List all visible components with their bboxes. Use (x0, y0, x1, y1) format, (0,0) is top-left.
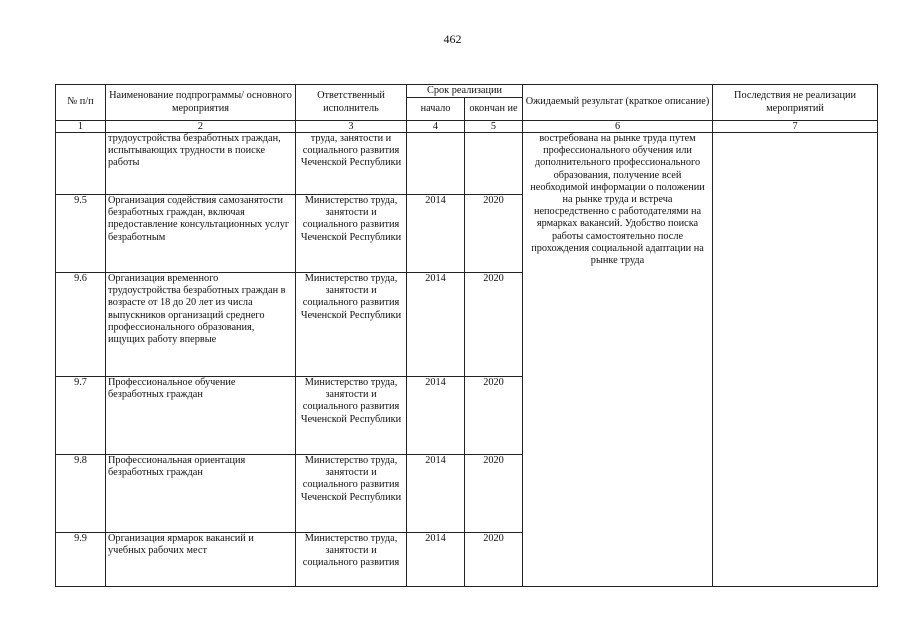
row-number: 9.8 (56, 455, 106, 533)
column-number-row (56, 121, 878, 133)
measure-name: трудоустройства безработных граждан, испытывающих трудности в поиске работы (106, 133, 296, 195)
executor: Министерство труда, занятости и социального развития (296, 533, 407, 587)
start-year: 2014 (407, 377, 465, 455)
end-year: 2020 (465, 533, 523, 587)
executor: Министерство труда, занятости и социального развития Чеченской Республики (296, 455, 407, 533)
row-number: 9.7 (56, 377, 106, 455)
column-number: 2 (106, 121, 296, 133)
start-year (407, 133, 465, 195)
executor: Министерство труда, занятости и социального развития Чеченской Республики (296, 377, 407, 455)
start-year: 2014 (407, 533, 465, 587)
header-consequences: Последствия не реализации мероприятий (713, 85, 878, 121)
consequences (713, 133, 878, 587)
column-number: 3 (296, 121, 407, 133)
column-number: 4 (407, 121, 465, 133)
table-row-continuation (56, 133, 878, 195)
measure-name: Организация временного трудоустройства безработных граждан в возрасте от 18 до 20 лет из числа выпускников организаций среднего профессионального образования, ищущих работу впервые (106, 273, 296, 377)
measure-name: Организация содействия самозанятости безработных граждан, включая предоставление консультационных услуг безработным (106, 195, 296, 273)
measures-table (55, 84, 878, 587)
column-number: 7 (713, 121, 878, 133)
page-number: 462 (443, 32, 462, 46)
start-year: 2014 (407, 195, 465, 273)
executor: Министерство труда, занятости и социального развития Чеченской Республики (296, 195, 407, 273)
row-number: 9.9 (56, 533, 106, 587)
header-result: Ожидаемый результат (краткое описание) (523, 85, 713, 121)
row-number: 9.5 (56, 195, 106, 273)
measure-name: Профессиональная ориентация безработных граждан (106, 455, 296, 533)
end-year: 2020 (465, 377, 523, 455)
row-number (56, 133, 106, 195)
end-year: 2020 (465, 455, 523, 533)
header-end: окончан ие (465, 98, 523, 121)
start-year: 2014 (407, 273, 465, 377)
end-year (465, 133, 523, 195)
row-number: 9.6 (56, 273, 106, 377)
end-year: 2020 (465, 195, 523, 273)
executor: труда, занятости и социального развития Чеченской Республики (296, 133, 407, 195)
expected-result: востребована на рынке труда путем профессионального обучения или дополнительного профессионального образования, получение всей необходимой информации о положении на рынке труда и встреча непосредственно с работодателями на ярмарках вакансий. Удобство поиска работы самостоятельно после прохождения социальной адаптации на рынке труда (523, 133, 713, 587)
column-number: 6 (523, 121, 713, 133)
executor: Министерство труда, занятости и социального развития Чеченской Республики (296, 273, 407, 377)
start-year: 2014 (407, 455, 465, 533)
measure-name: Профессиональное обучение безработных граждан (106, 377, 296, 455)
header-row (56, 85, 878, 98)
column-number: 5 (465, 121, 523, 133)
header-start: начало (407, 98, 465, 121)
header-period: Срок реализации (407, 85, 523, 98)
column-number: 1 (56, 121, 106, 133)
header-executor: Ответственный исполнитель (296, 85, 407, 121)
header-num: № п/п (56, 85, 106, 121)
header-name: Наименование подпрограммы/ основного мероприятия (106, 85, 296, 121)
end-year: 2020 (465, 273, 523, 377)
measure-name: Организация ярмарок вакансий и учебных рабочих мест (106, 533, 296, 587)
